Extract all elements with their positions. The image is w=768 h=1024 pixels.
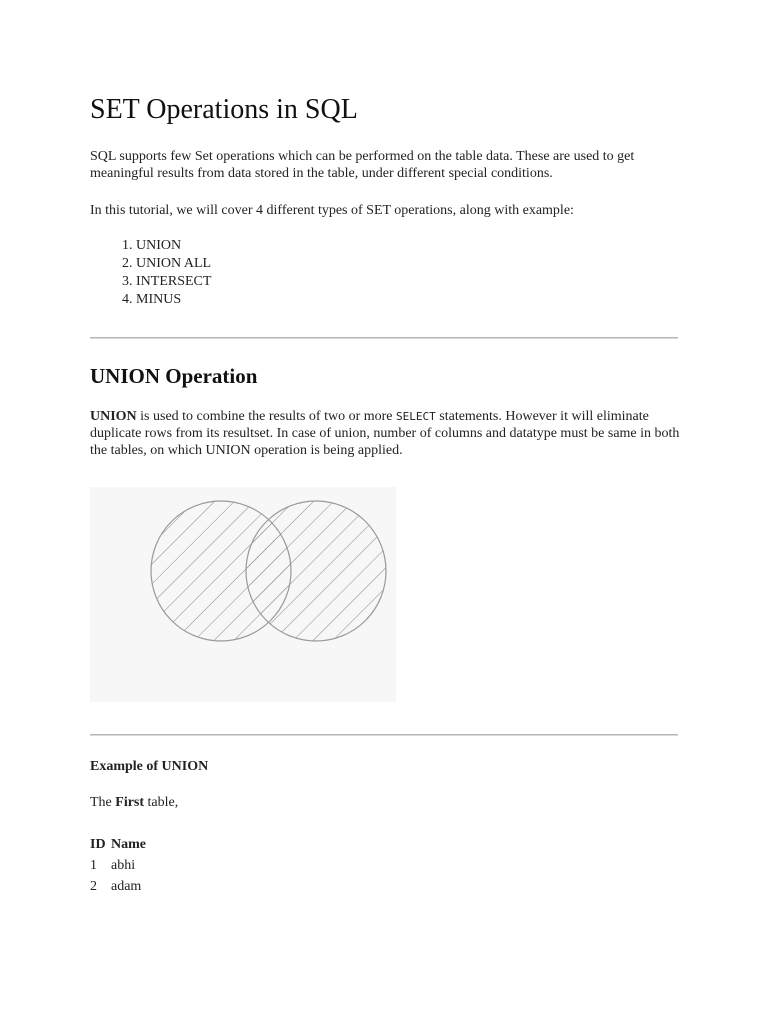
example-heading: Example of UNION <box>90 759 209 774</box>
list-item: 1. UNION <box>136 237 211 255</box>
table-row <box>90 876 146 897</box>
caption-suffix: table, <box>144 795 179 810</box>
divider <box>90 337 678 339</box>
cell-id: 2 <box>90 879 97 894</box>
select-keyword: SELECT <box>396 410 436 423</box>
divider <box>90 734 678 736</box>
table-header-row <box>90 834 146 855</box>
venn-svg <box>90 487 396 702</box>
list-item: 3. INTERSECT <box>136 273 211 291</box>
first-table <box>90 834 146 897</box>
union-venn-diagram <box>90 487 396 702</box>
cell-name: adam <box>111 879 142 894</box>
list-item: 2. UNION ALL <box>136 255 211 273</box>
caption-bold: First <box>115 795 145 810</box>
cell-name: abhi <box>111 858 136 873</box>
union-heading: UNION Operation <box>90 364 258 388</box>
caption-prefix: The <box>90 795 116 810</box>
operations-list <box>90 237 211 309</box>
tutorial-paragraph: In this tutorial, we will cover 4 different types of SET operations, along with example: <box>90 203 574 218</box>
column-header-id: ID <box>90 837 106 852</box>
page-title: SET Operations in SQL <box>90 94 358 125</box>
cell-id: 1 <box>90 858 97 873</box>
first-table-caption <box>90 795 178 811</box>
union-text-2: statements. However it will eliminate duplicate rows from its resultset. In case of union, number of columns and datatype must be same in both the tables, on which UNION operation is being applied. <box>90 409 680 458</box>
union-description <box>90 408 680 459</box>
intro-paragraph: SQL supports few Set operations which can be performed on the table data. These are used to get meaningful results from data stored in the table, under different special conditions. <box>90 149 635 181</box>
column-header-name: Name <box>111 837 146 852</box>
list-item: 4. MINUS <box>136 291 211 309</box>
union-text-1: is used to combine the results of two or more <box>136 409 397 424</box>
union-keyword: UNION <box>90 409 137 424</box>
table-row <box>90 855 146 876</box>
venn-circle-right <box>246 501 386 641</box>
